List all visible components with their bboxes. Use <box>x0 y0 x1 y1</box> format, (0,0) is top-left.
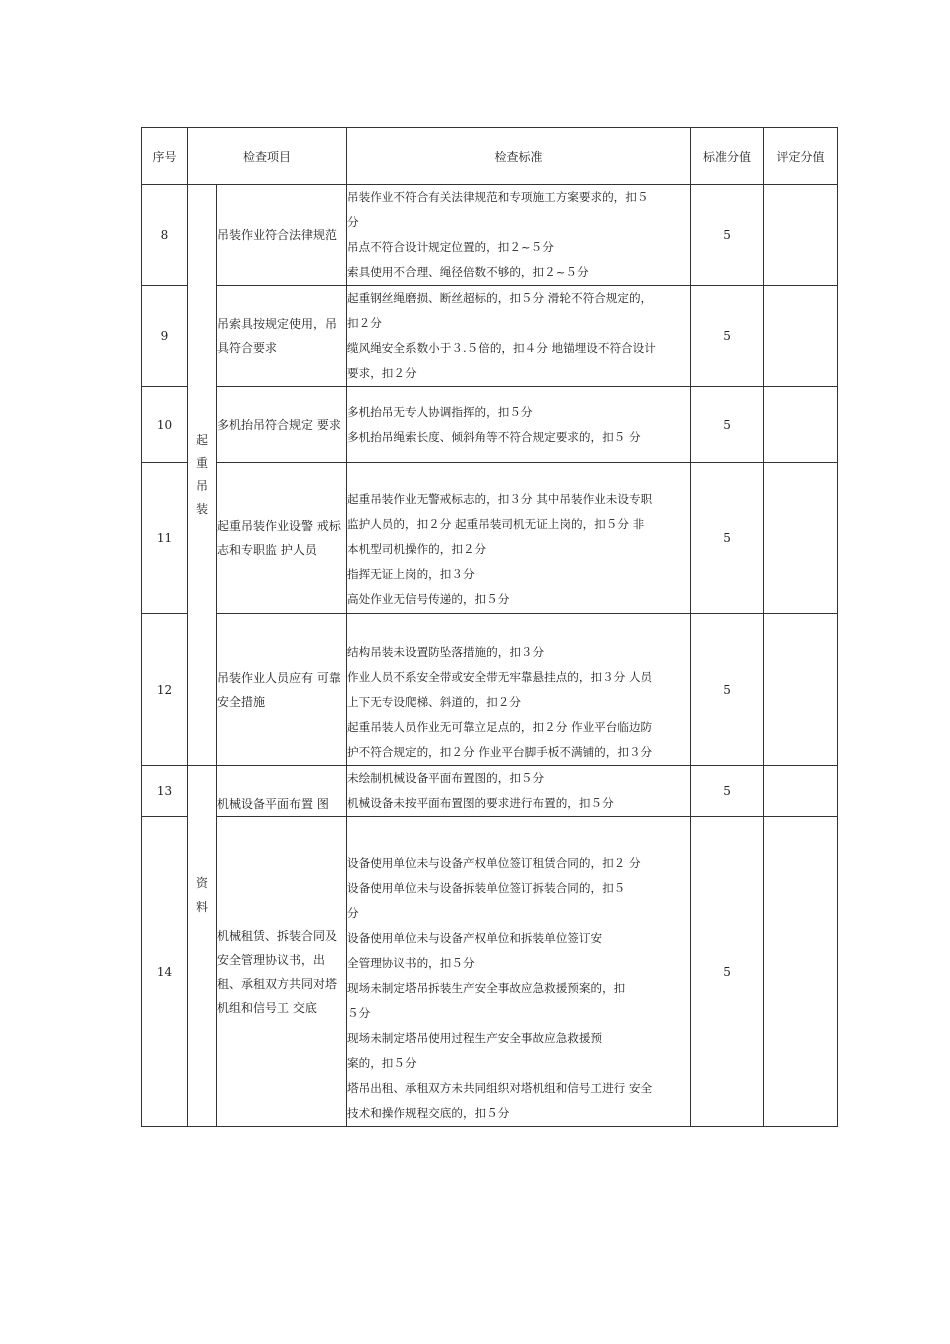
row-number: 14 <box>142 817 188 1127</box>
check-item: 吊装作业符合法律规范 <box>217 185 347 286</box>
header-row <box>142 128 838 185</box>
rating-cell[interactable] <box>764 817 838 1127</box>
table-row <box>142 387 838 463</box>
standard-score: 5 <box>691 463 764 614</box>
header-standard: 检查标准 <box>347 128 691 185</box>
inspection-table <box>141 127 838 1127</box>
category-docs: 资 料 <box>188 766 217 1127</box>
header-score: 标准分值 <box>691 128 764 185</box>
standard-score: 5 <box>691 614 764 766</box>
check-item: 机械设备平面布置 图 <box>217 766 347 817</box>
check-item: 吊装作业人员应有 可靠安全措施 <box>217 614 347 766</box>
table-row <box>142 463 838 614</box>
header-no: 序号 <box>142 128 188 185</box>
check-standard: 未绘制机械设备平面布置图的，扣５分 机械设备未按平面布置图的要求进行布置的，扣５分 <box>347 766 691 817</box>
rating-cell[interactable] <box>764 185 838 286</box>
row-number: 8 <box>142 185 188 286</box>
check-item: 起重吊装作业设警 戒标志和专职监 护人员 <box>217 463 347 614</box>
row-number: 12 <box>142 614 188 766</box>
check-standard: 吊装作业不符合有关法律规范和专项施工方案要求的，扣５ 分 吊点不符合设计规定位置的，扣２~５分 索具使用不合理、绳径倍数不够的，扣２~５分 <box>347 185 691 286</box>
table-row <box>142 817 838 1127</box>
table-row <box>142 614 838 766</box>
row-number: 13 <box>142 766 188 817</box>
table-row <box>142 766 838 817</box>
header-item: 检查项目 <box>188 128 347 185</box>
check-standard: 多机抬吊无专人协调指挥的，扣５分 多机抬吊绳索长度、倾斜角等不符合规定要求的，扣５ 分 <box>347 387 691 463</box>
check-item: 吊索具按规定使用，吊具符合要求 <box>217 286 347 387</box>
header-rating: 评定分值 <box>764 128 838 185</box>
category-lifting: 起 重 吊 装 <box>188 185 217 766</box>
standard-score: 5 <box>691 286 764 387</box>
check-standard: 起重吊装作业无警戒标志的，扣３分 其中吊装作业未设专职 监护人员的，扣２分 起重吊装司机无证上岗的，扣５分 非 本机型司机操作的，扣２分 指挥无证上岗的，扣３分 高处作业无信号传递的，扣５分 <box>347 463 691 614</box>
standard-score: 5 <box>691 185 764 286</box>
check-standard: 结构吊装未设置防坠落措施的，扣３分 作业人员不系安全带或安全带无牢靠悬挂点的，扣３分 人员 上下无专设爬梯、斜道的，扣２分 起重吊装人员作业无可靠立足点的，扣２分 作业平台临边防 护不符合规定的，扣２分 作业平台脚手板不满铺的，扣３分 <box>347 614 691 766</box>
row-number: 10 <box>142 387 188 463</box>
rating-cell[interactable] <box>764 387 838 463</box>
row-number: 9 <box>142 286 188 387</box>
check-standard: 起重钢丝绳磨损、断丝超标的，扣５分 滑轮不符合规定的， 扣２分 缆风绳安全系数小于３.５倍的，扣４分 地锚埋设不符合设计 要求，扣２分 <box>347 286 691 387</box>
check-item: 机械租赁、拆装合同及安全管理协议书，出租、承租双方共同对塔机组和信号工 交底 <box>217 817 347 1127</box>
rating-cell[interactable] <box>764 463 838 614</box>
row-number: 11 <box>142 463 188 614</box>
rating-cell[interactable] <box>764 286 838 387</box>
standard-score: 5 <box>691 766 764 817</box>
rating-cell[interactable] <box>764 614 838 766</box>
rating-cell[interactable] <box>764 766 838 817</box>
standard-score: 5 <box>691 387 764 463</box>
standard-score: 5 <box>691 817 764 1127</box>
table-row <box>142 185 838 286</box>
check-item: 多机抬吊符合规定 要求 <box>217 387 347 463</box>
table-row <box>142 286 838 387</box>
check-standard: 设备使用单位未与设备产权单位签订租赁合同的，扣２ 分 设备使用单位未与设备拆装单位签订拆装合同的，扣５ 分 设备使用单位未与设备产权单位和拆装单位签订安 全管理协议书的，扣５分 现场未制定塔吊拆装生产安全事故应急救援预案的，扣 ５分 现场未制定塔吊使用过程生产安全事故应急救援预 案的，扣５分 塔吊出租、承租双方未共同组织对塔机组和信号工进行 安全 技术和操作规程交底的，扣５分 <box>347 817 691 1127</box>
